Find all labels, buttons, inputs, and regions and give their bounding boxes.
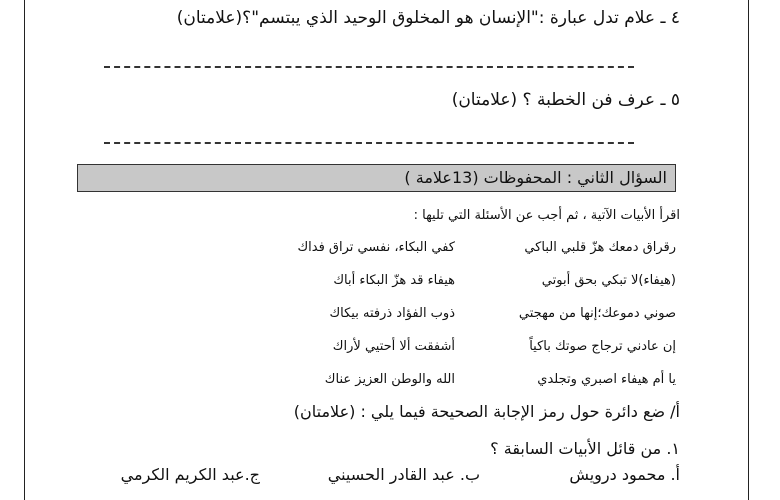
mcq-option-c[interactable]: ج.عبد الكريم الكرمي [120,465,260,484]
question-4: ٤ ـ علام تدل عبارة :"الإنسان هو المخلوق الوحيد الذي يبتسم"؟(علامتان) [176,8,680,28]
section-title: السؤال الثاني : المحفوظات (13علامة ) [404,168,667,187]
question-5: ٥ ـ عرف فن الخطبة ؟ (علامتان) [451,90,680,110]
verse-5-second-hemistich: الله والوطن العزيز عناك [324,372,455,387]
verse-4-first-hemistich: إن عادني ترجاج صوتك باكياً [529,339,676,354]
page-border-right [748,0,749,500]
mcq-option-b[interactable]: ب. عبد القادر الحسيني [327,465,480,484]
section-intro: اقرأ الأبيات الآتية ، ثم أجب عن الأسئلة التي تليها : [413,208,680,223]
answer-line-4 [104,66,634,68]
verse-2-second-hemistich: هيفاء قد هزّ البكاء أباك [333,273,455,288]
verse-3-first-hemistich: صوني دموعك؛إنها من مهجتي [518,306,676,321]
page-border-left [24,0,25,500]
verse-4-second-hemistich: أشفقت ألا أحتيي لأراك [332,339,455,354]
answer-line-5 [104,142,634,144]
section-header-bar [77,164,676,192]
mcq-question-1: ١. من قائل الأبيات السابقة ؟ [490,439,680,458]
mcq-option-a[interactable]: أ. محمود درويش [569,465,680,484]
verse-5-first-hemistich: يا أم هيفاء اصبري وتجلدي [537,372,676,387]
verse-2-first-hemistich: (هيفاء)لا تبكي بحق أبوتي [541,273,676,288]
verse-1-second-hemistich: كفي البكاء، نفسي تراق فداك [297,240,455,255]
verse-1-first-hemistich: رقراق دمعك هزّ قلبي الباكي [524,240,676,255]
verse-3-second-hemistich: ذوب الفؤاد ذرفته بيكاك [329,306,455,321]
mcq-instruction: أ/ ضع دائرة حول رمز الإجابة الصحيحة فيما يلي : (علامتان) [293,402,680,421]
